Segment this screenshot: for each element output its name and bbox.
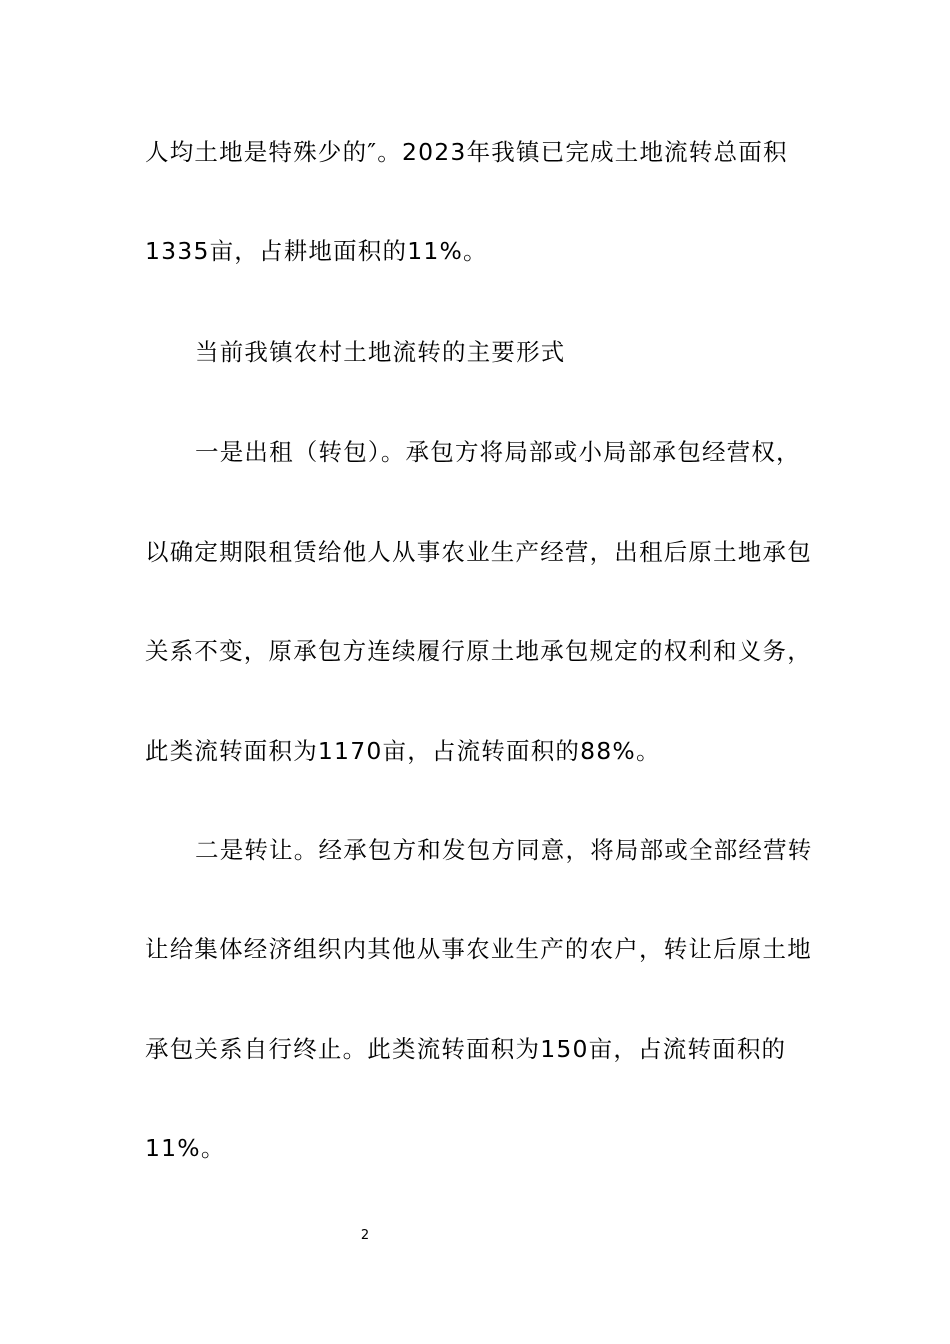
text-line-4: 一是出租（转包）。承包方将局部或小局部承包经营权， (195, 438, 801, 466)
text-line-5: 以确定期限租赁给他人从事农业生产经营，出租后原土地承包 (145, 538, 812, 566)
text-line-8: 二是转让。经承包方和发包方同意，将局部或全部经营转 (195, 836, 813, 864)
text-line-11: 11%。 (145, 1134, 226, 1162)
page-number: 2 (360, 1228, 370, 1243)
text-line-2: 1335亩，占耕地面积的11%。 (145, 237, 488, 265)
section-heading: 当前我镇农村土地流转的主要形式 (195, 338, 566, 366)
text-line-10: 承包关系自行终止。此类流转面积为150亩，占流转面积的 (145, 1035, 787, 1063)
text-line-7: 此类流转面积为1170亩，占流转面积的88%。 (145, 737, 661, 765)
text-line-9: 让给集体经济组织内其他从事农业生产的农户，转让后原土地 (145, 935, 812, 963)
text-line-6: 关系不变，原承包方连续履行原土地承包规定的权利和义务， (145, 637, 812, 665)
text-line-1: 人均土地是特殊少的″。2023年我镇已完成土地流转总面积 (145, 138, 788, 166)
